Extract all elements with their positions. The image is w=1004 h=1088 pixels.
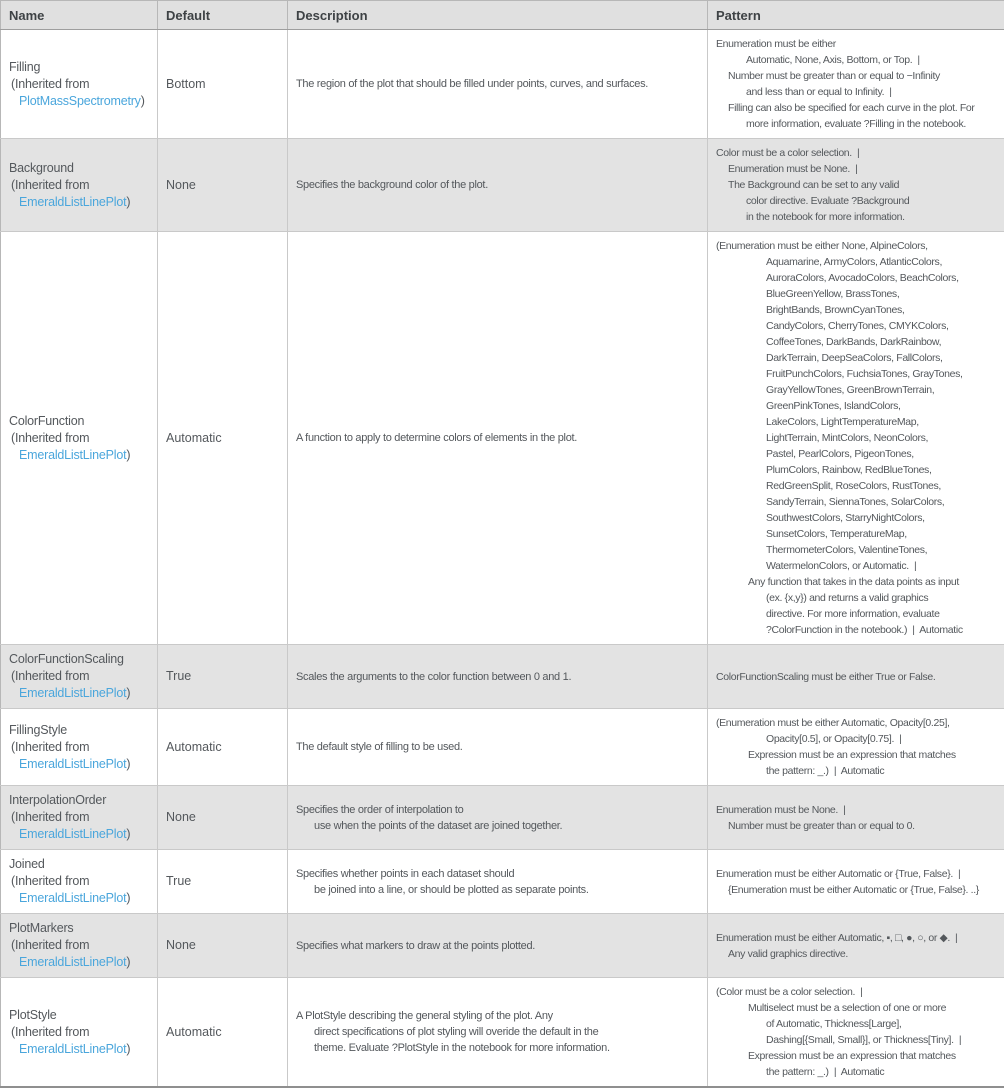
inherited-suffix: ) — [126, 757, 130, 771]
pattern-line: Enumeration must be either — [716, 36, 996, 52]
default-value: Bottom — [166, 76, 279, 93]
pattern-line: GreenPinkTones, IslandColors, — [716, 398, 996, 414]
name-cell — [1, 30, 158, 139]
pattern-line: Enumeration must be None. | — [716, 161, 996, 177]
inherited-link[interactable]: EmeraldListLinePlot — [19, 827, 126, 841]
pattern-line: {Enumeration must be either Automatic or {True, False}. ..} — [716, 882, 996, 898]
table-row — [1, 232, 1004, 645]
inherited-from-line — [9, 93, 149, 110]
option-name: Background — [9, 160, 149, 177]
description-line: Specifies whether points in each dataset should — [296, 866, 699, 882]
pattern-line: Dashing[{Small, Small}], or Thickness[Tiny]. | — [716, 1032, 996, 1048]
inherited-link[interactable]: EmeraldListLinePlot — [19, 448, 126, 462]
option-name: PlotStyle — [9, 1007, 149, 1024]
default-value: None — [166, 809, 279, 826]
pattern-line: Color must be a color selection. | — [716, 145, 996, 161]
pattern-line: BrightBands, BrownCyanTones, — [716, 302, 996, 318]
description-cell — [288, 786, 708, 850]
pattern-cell — [708, 786, 1004, 850]
pattern-cell — [708, 645, 1004, 709]
inherited-from-line — [9, 447, 149, 464]
description-cell — [288, 914, 708, 978]
option-name: FillingStyle — [9, 722, 149, 739]
inherited-from-label: (Inherited from — [9, 809, 149, 826]
inherited-from-label: (Inherited from — [9, 177, 149, 194]
default-cell — [158, 139, 288, 232]
inherited-suffix: ) — [126, 827, 130, 841]
option-name: PlotMarkers — [9, 920, 149, 937]
pattern-line: LakeColors, LightTemperatureMap, — [716, 414, 996, 430]
default-cell — [158, 914, 288, 978]
pattern-line: color directive. Evaluate ?Background — [716, 193, 996, 209]
pattern-line: GrayYellowTones, GreenBrownTerrain, — [716, 382, 996, 398]
pattern-cell — [708, 139, 1004, 232]
description-line: direct specifications of plot styling will overide the default in the — [296, 1024, 699, 1040]
pattern-line: (Enumeration must be either None, AlpineColors, — [716, 238, 996, 254]
description-line: use when the points of the dataset are joined together. — [296, 818, 699, 834]
header-row — [1, 1, 1004, 30]
inherited-from-line — [9, 194, 149, 211]
description-line: The default style of filling to be used. — [296, 739, 699, 755]
description-cell — [288, 850, 708, 914]
pattern-line: Enumeration must be None. | — [716, 802, 996, 818]
pattern-line: AuroraColors, AvocadoColors, BeachColors, — [716, 270, 996, 286]
table-row — [1, 30, 1004, 139]
table-row — [1, 645, 1004, 709]
pattern-line: Filling can also be specified for each curve in the plot. For — [716, 100, 996, 116]
description-cell — [288, 139, 708, 232]
table-row — [1, 850, 1004, 914]
option-name: Joined — [9, 856, 149, 873]
column-header-pattern: Pattern — [708, 1, 1004, 30]
pattern-line: Enumeration must be either Automatic, ▪, □, ●, ○, or ◆. | — [716, 930, 996, 946]
pattern-line: the pattern: _.) | Automatic — [716, 1064, 996, 1080]
pattern-line: SandyTerrain, SiennaTones, SolarColors, — [716, 494, 996, 510]
pattern-line: Any function that takes in the data points as input — [716, 574, 996, 590]
pattern-line: Opacity[0.5], or Opacity[0.75]. | — [716, 731, 996, 747]
inherited-suffix: ) — [126, 195, 130, 209]
pattern-line: RedGreenSplit, RoseColors, RustTones, — [716, 478, 996, 494]
pattern-line: FruitPunchColors, FuchsiaTones, GrayTones, — [716, 366, 996, 382]
inherited-from-line — [9, 685, 149, 702]
description-line: Specifies what markers to draw at the points plotted. — [296, 938, 699, 954]
pattern-line: more information, evaluate ?Filling in the notebook. — [716, 116, 996, 132]
table-row — [1, 709, 1004, 786]
name-cell — [1, 232, 158, 645]
pattern-line: WatermelonColors, or Automatic. | — [716, 558, 996, 574]
inherited-from-label: (Inherited from — [9, 1024, 149, 1041]
inherited-from-line — [9, 756, 149, 773]
default-cell — [158, 30, 288, 139]
default-value: Automatic — [166, 1024, 279, 1041]
pattern-line: (Enumeration must be either Automatic, Opacity[0.25], — [716, 715, 996, 731]
pattern-line: Number must be greater than or equal to −Infinity — [716, 68, 996, 84]
column-header-description: Description — [288, 1, 708, 30]
inherited-suffix: ) — [126, 955, 130, 969]
pattern-line: SunsetColors, TemperatureMap, — [716, 526, 996, 542]
inherited-link[interactable]: EmeraldListLinePlot — [19, 757, 126, 771]
inherited-suffix: ) — [126, 448, 130, 462]
description-line: Scales the arguments to the color function between 0 and 1. — [296, 669, 699, 685]
pattern-line: directive. For more information, evaluate — [716, 606, 996, 622]
description-cell — [288, 232, 708, 645]
default-value: True — [166, 873, 279, 890]
pattern-line: Expression must be an expression that matches — [716, 1048, 996, 1064]
table-row — [1, 786, 1004, 850]
table-row — [1, 914, 1004, 978]
inherited-suffix: ) — [126, 891, 130, 905]
default-cell — [158, 850, 288, 914]
default-value: None — [166, 177, 279, 194]
inherited-link[interactable]: EmeraldListLinePlot — [19, 195, 126, 209]
name-cell — [1, 914, 158, 978]
pattern-line: CoffeeTones, DarkBands, DarkRainbow, — [716, 334, 996, 350]
pattern-line: Multiselect must be a selection of one or more — [716, 1000, 996, 1016]
pattern-line: BlueGreenYellow, BrassTones, — [716, 286, 996, 302]
pattern-line: (ex. {x,y}) and returns a valid graphics — [716, 590, 996, 606]
inherited-from-line — [9, 890, 149, 907]
name-cell — [1, 139, 158, 232]
pattern-line: (Color must be a color selection. | — [716, 984, 996, 1000]
name-cell — [1, 645, 158, 709]
description-line: be joined into a line, or should be plotted as separate points. — [296, 882, 699, 898]
pattern-line: Any valid graphics directive. — [716, 946, 996, 962]
default-cell — [158, 709, 288, 786]
description-line: theme. Evaluate ?PlotStyle in the notebook for more information. — [296, 1040, 699, 1056]
table-row — [1, 139, 1004, 232]
pattern-line: Automatic, None, Axis, Bottom, or Top. | — [716, 52, 996, 68]
default-cell — [158, 232, 288, 645]
description-line: Specifies the order of interpolation to — [296, 802, 699, 818]
column-header-default: Default — [158, 1, 288, 30]
inherited-from-label: (Inherited from — [9, 739, 149, 756]
default-value: Automatic — [166, 739, 279, 756]
description-line: The region of the plot that should be filled under points, curves, and surfaces. — [296, 76, 699, 92]
inherited-link[interactable]: EmeraldListLinePlot — [19, 955, 126, 969]
inherited-suffix: ) — [126, 1042, 130, 1056]
pattern-line: SouthwestColors, StarryNightColors, — [716, 510, 996, 526]
pattern-line: ?ColorFunction in the notebook.) | Automatic — [716, 622, 996, 638]
default-value: True — [166, 668, 279, 685]
inherited-from-line — [9, 1041, 149, 1058]
pattern-line: ColorFunctionScaling must be either True or False. — [716, 669, 996, 685]
name-cell — [1, 850, 158, 914]
pattern-line: LightTerrain, MintColors, NeonColors, — [716, 430, 996, 446]
inherited-from-label: (Inherited from — [9, 937, 149, 954]
default-cell — [158, 645, 288, 709]
table-body — [1, 30, 1004, 1088]
pattern-line: DarkTerrain, DeepSeaColors, FallColors, — [716, 350, 996, 366]
pattern-line: Pastel, PearlColors, PigeonTones, — [716, 446, 996, 462]
description-line: Specifies the background color of the plot. — [296, 177, 699, 193]
description-cell — [288, 709, 708, 786]
pattern-line: CandyColors, CherryTones, CMYKColors, — [716, 318, 996, 334]
default-cell — [158, 786, 288, 850]
pattern-line: in the notebook for more information. — [716, 209, 996, 225]
inherited-from-line — [9, 826, 149, 843]
pattern-line: and less than or equal to Infinity. | — [716, 84, 996, 100]
inherited-from-line — [9, 954, 149, 971]
pattern-line: Enumeration must be either Automatic or {True, False}. | — [716, 866, 996, 882]
pattern-line: The Background can be set to any valid — [716, 177, 996, 193]
option-name: Filling — [9, 59, 149, 76]
description-line: A function to apply to determine colors of elements in the plot. — [296, 430, 699, 446]
pattern-line: of Automatic, Thickness[Large], — [716, 1016, 996, 1032]
name-cell — [1, 786, 158, 850]
inherited-link[interactable]: PlotMassSpectrometry — [19, 94, 141, 108]
column-header-name: Name — [1, 1, 158, 30]
pattern-line: PlumColors, Rainbow, RedBlueTones, — [716, 462, 996, 478]
inherited-from-label: (Inherited from — [9, 873, 149, 890]
pattern-cell — [708, 709, 1004, 786]
default-value: Automatic — [166, 430, 279, 447]
option-name: ColorFunction — [9, 413, 149, 430]
inherited-suffix: ) — [126, 686, 130, 700]
inherited-link[interactable]: EmeraldListLinePlot — [19, 891, 126, 905]
inherited-from-label: (Inherited from — [9, 430, 149, 447]
name-cell — [1, 709, 158, 786]
default-value: None — [166, 937, 279, 954]
pattern-line: Number must be greater than or equal to 0. — [716, 818, 996, 834]
pattern-cell — [708, 30, 1004, 139]
option-name: ColorFunctionScaling — [9, 651, 149, 668]
description-cell — [288, 30, 708, 139]
inherited-from-label: (Inherited from — [9, 76, 149, 93]
pattern-cell — [708, 914, 1004, 978]
pattern-cell — [708, 850, 1004, 914]
pattern-line: the pattern: _.) | Automatic — [716, 763, 996, 779]
inherited-from-label: (Inherited from — [9, 668, 149, 685]
inherited-suffix: ) — [141, 94, 145, 108]
description-cell — [288, 645, 708, 709]
inherited-link[interactable]: EmeraldListLinePlot — [19, 686, 126, 700]
pattern-line: Expression must be an expression that matches — [716, 747, 996, 763]
inherited-link[interactable]: EmeraldListLinePlot — [19, 1042, 126, 1056]
description-line: A PlotStyle describing the general styling of the plot. Any — [296, 1008, 699, 1024]
pattern-line: Aquamarine, ArmyColors, AtlanticColors, — [716, 254, 996, 270]
option-name: InterpolationOrder — [9, 792, 149, 809]
pattern-line: ThermometerColors, ValentineTones, — [716, 542, 996, 558]
pattern-cell — [708, 232, 1004, 645]
